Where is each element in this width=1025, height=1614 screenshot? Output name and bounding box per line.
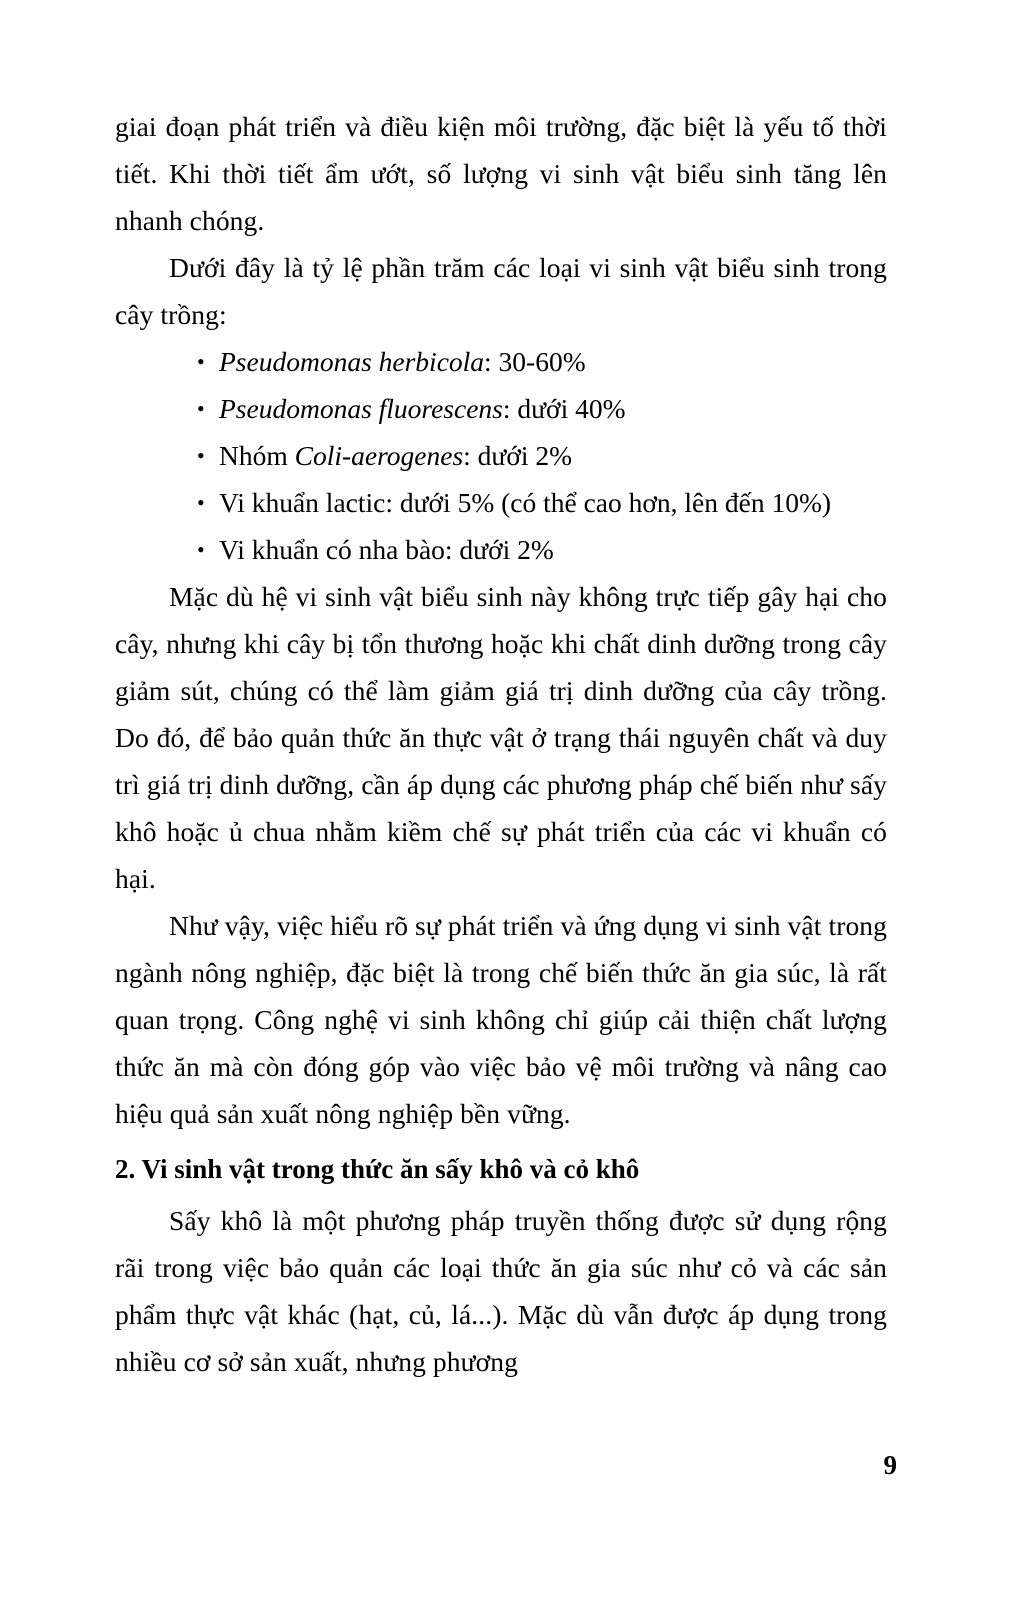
list-item-species: Coli-aerogenes: [294, 440, 464, 471]
list-item-text: Vi khuẩn lactic: dưới 5% (có thể cao hơn, lên đến 10%): [219, 487, 832, 518]
spacer: [115, 1137, 887, 1146]
paragraph-4: Như vậy, việc hiểu rõ sự phát triển và ứng dụng vi sinh vật trong ngành nông nghiệp, đặc biệt là trong chế biến thức ăn gia súc, là rất quan trọng. Công nghệ vi sinh không chỉ giúp cải thiện chất lượng thức ăn mà còn đóng góp vào việc bảo vệ môi trường và nâng cao hiệu quả sản xuất nông nghiệp bền vững.: [115, 910, 887, 1129]
page-content: [115, 103, 887, 1385]
list-item-text: Vi khuẩn có nha bào: dưới 2%: [219, 534, 554, 565]
bullet-list: [115, 338, 887, 573]
list-item-species: Pseudomonas herbicola: [219, 346, 485, 377]
page-number: 9: [883, 1450, 897, 1480]
list-item: [115, 385, 887, 432]
list-item: [115, 432, 887, 479]
list-item-prefix: Nhóm: [219, 440, 295, 471]
paragraph-1: giai đoạn phát triển và điều kiện môi trường, đặc biệt là yếu tố thời tiết. Khi thời tiết ẩm ướt, số lượng vi sinh vật biểu sinh tăng lên nhanh chóng.: [115, 111, 887, 236]
list-item-value: : 30-60%: [484, 346, 586, 377]
paragraph-3: Mặc dù hệ vi sinh vật biểu sinh này không trực tiếp gây hại cho cây, nhưng khi cây bị tổn thương hoặc khi chất dinh dưỡng trong cây giảm sút, chúng có thể làm giảm giá trị dinh dưỡng của cây trồng. Do đó, để bảo quản thức ăn thực vật ở trạng thái nguyên chất và duy trì giá trị dinh dưỡng, cần áp dụng các phương pháp chế biến như sấy khô hoặc ủ chua nhằm kiềm chế sự phát triển của các vi khuẩn có hại.: [115, 581, 887, 894]
list-item-value: : dưới 2%: [463, 440, 573, 471]
list-item: [115, 338, 887, 385]
list-item: [115, 479, 887, 526]
paragraph-2: Dưới đây là tỷ lệ phần trăm các loại vi sinh vật biểu sinh trong cây trồng:: [115, 252, 887, 330]
list-item: [115, 526, 887, 573]
paragraph-5: Sấy khô là một phương pháp truyền thống được sử dụng rộng rãi trong việc bảo quản các loại thức ăn gia súc như cỏ và các sản phẩm thực vật khác (hạt, củ, lá...). Mặc dù vẫn được áp dụng trong nhiều cơ sở sản xuất, nhưng phương: [115, 1205, 887, 1377]
list-item-value: : dưới 40%: [502, 393, 626, 424]
list-item-species: Pseudomonas fluorescens: [219, 393, 503, 424]
section-heading: 2. Vi sinh vật trong thức ăn sấy khô và cỏ khô: [115, 1154, 640, 1184]
